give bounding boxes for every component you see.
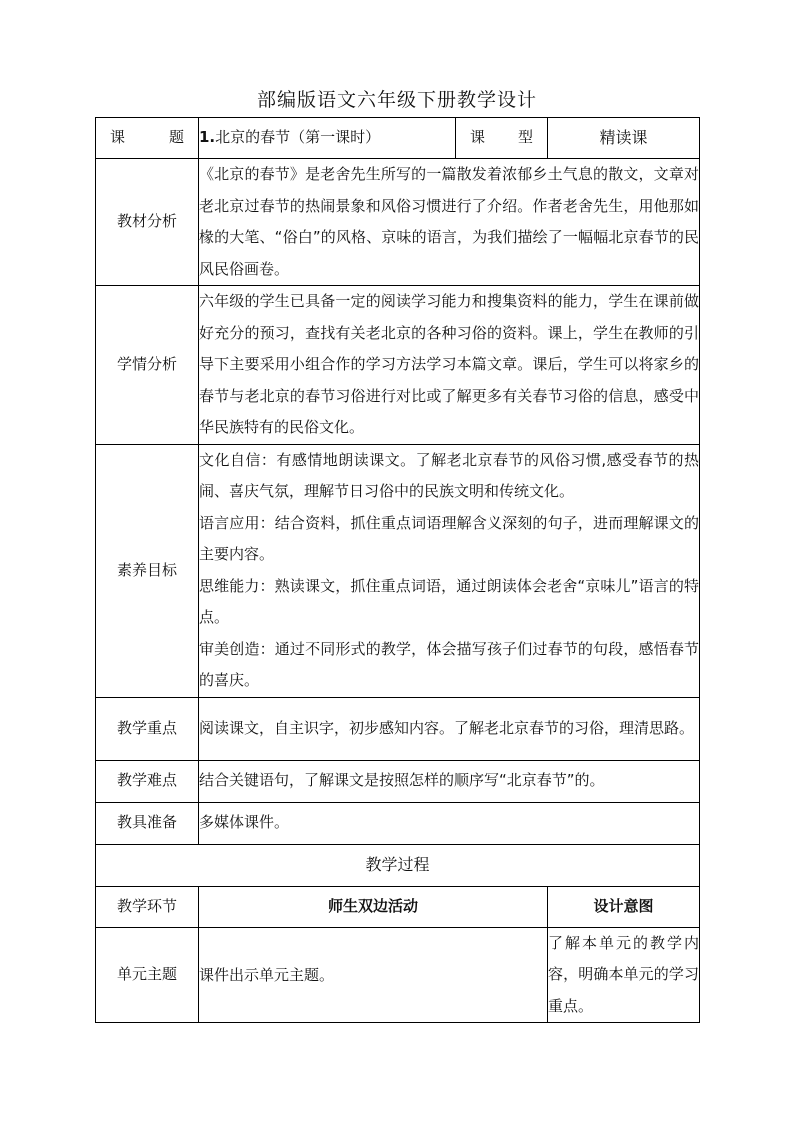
- goal-item: 审美创造：通过不同形式的教学，体会描写孩子们过春节的句段，感悟春节的喜庆。: [199, 639, 699, 689]
- process-header-row: [96, 886, 700, 927]
- course-title: 北京的春节（第一课时）: [215, 128, 381, 147]
- process-row: [96, 927, 700, 1023]
- key-points-text: 阅读课文，自主识字，初步感知内容。了解老北京春节的习俗，理清思路。: [199, 697, 700, 760]
- process-heading-row: [96, 844, 700, 886]
- difficulties-row: [96, 760, 700, 802]
- literacy-goals-label: 素养目标: [96, 444, 199, 697]
- step-column-header: 教学环节: [96, 886, 199, 927]
- material-analysis-row: [96, 159, 700, 286]
- header-row: [96, 118, 700, 159]
- material-analysis-text: 《北京的春节》是老舍先生所写的一篇散发着浓郁乡土气息的散文，文章对老北京过春节的热闹景象和风俗习惯进行了介绍。作者老舍先生，用他那如椽的大笔、“俗白”的风格、京味的语言，为我们描绘了一幅幅北京春节的民风民俗画卷。: [199, 159, 700, 286]
- type-label-char-2: 型: [517, 128, 533, 147]
- goal-item: 语言应用：结合资料，抓住重点词语理解含义深刻的句子，进而理解课文的主要内容。: [199, 513, 699, 563]
- topic-label-char-2: 题: [168, 128, 184, 147]
- course-title-cell: [199, 118, 456, 159]
- goal-item: 文化自信：有感情地朗读课文。了解老北京春节的风俗习惯,感受春节的热闹、喜庆气氛，理解节日习俗中的民族文明和传统文化。: [199, 450, 699, 500]
- goal-item: 思维能力：熟读课文，抓住重点词语，通过朗读体会老舍“京味儿”语言的特点。: [199, 576, 699, 626]
- key-points-label: 教学重点: [96, 697, 199, 760]
- literacy-goals-row: [96, 444, 700, 697]
- lesson-plan-table: [95, 117, 700, 1023]
- materials-label: 教具准备: [96, 802, 199, 844]
- process-step: 单元主题: [96, 927, 199, 1023]
- process-heading: 教学过程: [96, 844, 700, 886]
- document-title: 部编版语文六年级下册教学设计: [256, 89, 537, 111]
- learner-analysis-text: 六年级的学生已具备一定的阅读学习能力和搜集资料的能力，学生在课前做好充分的预习，查找有关老北京的各种习俗的资料。课上，学生在教师的引导下主要采用小组合作的学习方法学习本篇文章。课后，学生可以将家乡的春节与老北京的春节习俗进行对比或了解更多有关春节习俗的信息，感受中华民族特有的民俗文化。: [199, 286, 700, 445]
- key-points-row: [96, 697, 700, 760]
- topic-label-char-1: 课: [110, 128, 126, 147]
- literacy-goals-list: [199, 444, 700, 697]
- learner-analysis-label: 学情分析: [96, 286, 199, 445]
- type-label-cell: [456, 118, 548, 159]
- type-label-char-1: 课: [470, 128, 486, 147]
- difficulties-label: 教学难点: [96, 760, 199, 802]
- difficulties-text: 结合关键语句，了解课文是按照怎样的顺序写“北京春节”的。: [199, 760, 700, 802]
- materials-row: [96, 802, 700, 844]
- intent-column-header: 设计意图: [548, 886, 700, 927]
- activity-column-header: 师生双边活动: [199, 886, 548, 927]
- learner-analysis-row: [96, 286, 700, 445]
- course-number: 1.: [199, 128, 216, 147]
- topic-label-cell: [96, 118, 199, 159]
- material-analysis-label: 教材分析: [96, 159, 199, 286]
- materials-text: 多媒体课件。: [199, 802, 700, 844]
- course-type-value: 精读课: [548, 118, 700, 159]
- process-intent: 了解本单元的教学内容，明确本单元的学习重点。: [548, 927, 700, 1023]
- process-activity: 课件出示单元主题。: [199, 927, 548, 1023]
